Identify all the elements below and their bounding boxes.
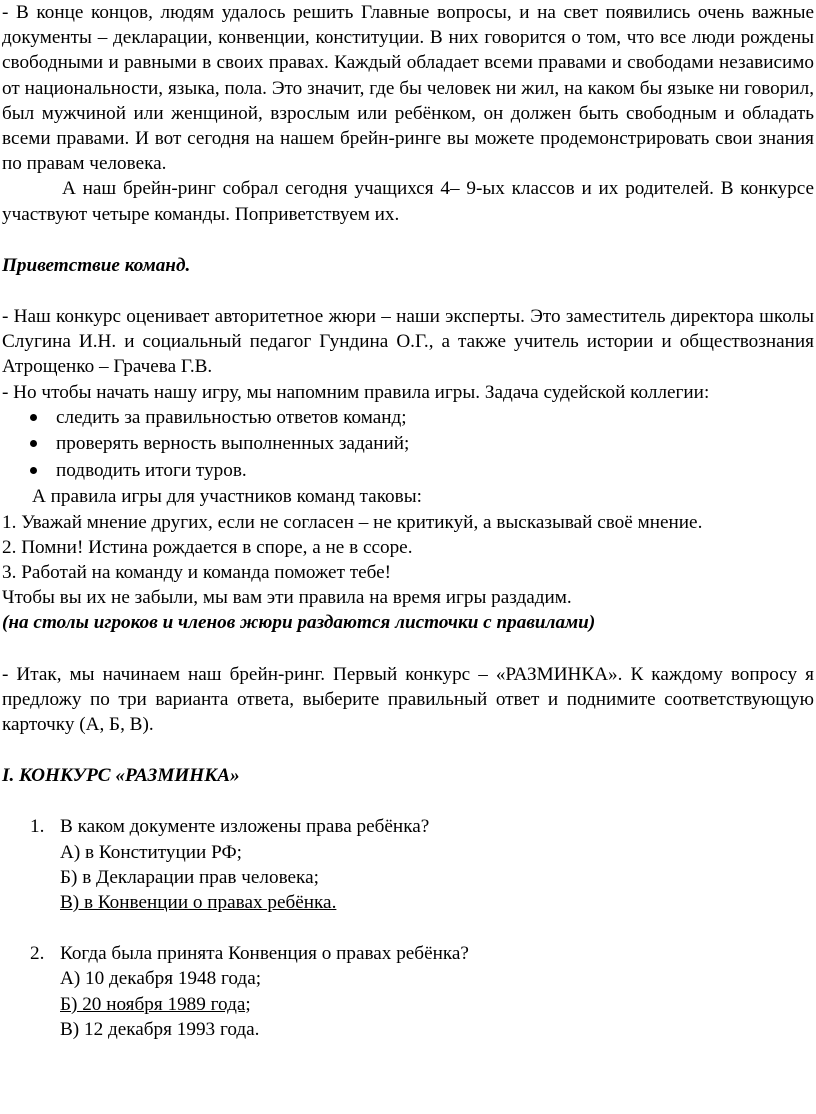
intro-paragraph: - В конце концов, людям удалось решить Главные вопросы, и на свет появились очень важные документы – декларации, конвенции, конституции. В них говорится о том, что все люди рождены свободными и равными в своих правах. Каждый обладает всеми правами и свободами независимо от национальности, языка, пола. Это значит, где бы человек ни жил, на каком бы языке ни говорил, был мужчиной или женщиной, взрослым или ребёнком, он должен быть свободным и обладать всеми правами. И вот сегодня на нашем брейн-ринге вы можете продемонстрировать свои знания по правам человека. [2,2,814,175]
warmup-intro-paragraph: - Итак, мы начинаем наш брейн-ринг. Первый конкурс – «РАЗМИНКА». К каждому вопросу я предложу по три варианта ответа, выберите правильный ответ и поднимите соответствующую карточку (А, Б, В). [2,663,814,735]
stage-note: (на столы игроков и членов жюри раздаются листочки с правилами) [2,612,596,634]
rules-closing: Чтобы вы их не забыли, мы вам эти правила на время игры раздадим. [2,587,572,609]
list-item: проверять верность выполненных заданий; [2,431,816,458]
rules-reminder-paragraph: - Но чтобы начать нашу игру, мы напомним правила игры. Задача судейской коллегии: [2,381,710,403]
list-item: следить за правильностью ответов команд; [2,405,816,432]
bullet-icon [30,440,37,447]
question-item [2,814,816,915]
spacer [2,788,816,814]
answer-option-correct: В) в Конвенции о правах ребёнка. [60,891,337,913]
question-number: 1. [30,816,45,838]
list-item: подводить итоги туров. [2,458,816,485]
bullet-icon [30,414,37,421]
question-text: В каком документе изложены права ребёнка? [60,816,430,838]
question-list [2,814,816,1042]
question-number: 2. [30,943,45,965]
answer-option-correct: Б) 20 ноября 1989 года; [60,993,251,1015]
spacer [2,227,816,253]
rules-intro: А правила игры для участников команд таковы: [32,486,422,508]
question-item [2,941,816,1042]
answer-option: А) в Конституции РФ; [60,841,242,863]
spacer [2,737,816,763]
jury-duties-list [2,405,816,485]
contest-heading: I. КОНКУРС «РАЗМИНКА» [2,765,240,787]
question-text: Когда была принята Конвенция о правах ребёнка? [60,943,469,965]
rule-item: 3. Работай на команду и команда поможет тебе! [2,561,392,583]
answer-option: Б) в Декларации прав человека; [60,866,319,888]
answer-option: А) 10 декабря 1948 года; [60,968,262,990]
rule-item: 2. Помни! Истина рождается в споре, а не в ссоре. [2,536,413,558]
rule-item: 1. Уважай мнение других, если не согласен – не критикуй, а высказывай своё мнение. [2,511,703,533]
greeting-heading: Приветствие команд. [2,254,191,276]
answer-option: В) 12 декабря 1993 года. [60,1018,260,1040]
spacer [2,915,816,941]
spacer [2,278,816,304]
spacer [2,636,816,662]
bullet-icon [30,467,37,474]
intro-paragraph-brain-ring: А наш брейн-ринг собрал сегодня учащихся 4– 9-ых классов и их родителей. В конкурсе участвуют четыре команды. Поприветствуем их. [2,178,814,225]
jury-paragraph: - Наш конкурс оценивает авторитетное жюри – наши эксперты. Это заместитель директора школы Слугина И.Н. и социальный педагог Гундина О.Г., а также учитель истории и обществознания Атрощенко – Грачева Г.В. [2,306,814,378]
